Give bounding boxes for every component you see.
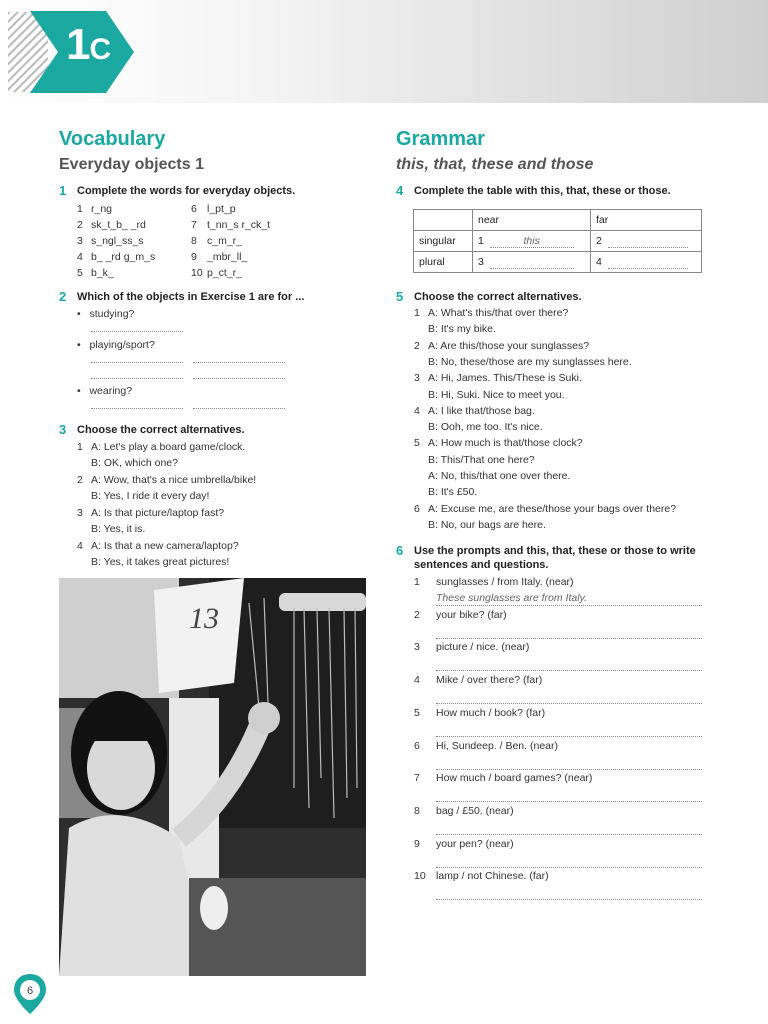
word-item: 8 c_m_r_	[191, 235, 243, 247]
table-cell-answer[interactable]: 3	[473, 252, 591, 273]
answer-line[interactable]	[436, 689, 702, 704]
page-number: 6	[26, 985, 34, 997]
prompt-item: 4 Mike / over there? (far)	[414, 674, 543, 687]
market-photo	[59, 578, 366, 976]
dialogue-line: B: It's my bike.	[428, 323, 496, 336]
answer-line[interactable]	[193, 408, 285, 409]
answer-line[interactable]	[436, 787, 702, 802]
exercise-instruction: Complete the words for everyday objects.	[77, 185, 296, 197]
exercise-instruction: Use the prompts and this, that, these or those to write	[414, 545, 696, 557]
word-item: 6 l_pt_p	[191, 203, 236, 215]
table-row	[414, 231, 702, 252]
prompt-item: 2 your bike? (far)	[414, 608, 507, 621]
dialogue-line: B: Hi, Suki. Nice to meet you.	[428, 388, 565, 401]
dialogue-line: B: No, our bags are here.	[428, 518, 546, 531]
table-row-label: plural	[414, 252, 473, 273]
dialogue-line: 2 A: Wow, that's a nice umbrella/bike!	[77, 474, 257, 486]
dialogue-line: 1 A: What's this/that over there?	[414, 307, 569, 319]
word-item: 1 r_ng	[77, 203, 113, 215]
dialogue-line: A: No, this/that one over there.	[428, 470, 571, 482]
word-item: 4 b_ _rd g_m_s	[77, 251, 156, 263]
answer-line[interactable]	[193, 378, 285, 379]
answer-line[interactable]	[91, 408, 183, 409]
table-cell-answer[interactable]: 2	[591, 231, 702, 252]
exercise-number: 2	[59, 289, 67, 304]
exercise-number: 4	[396, 183, 404, 198]
exercise-number: 3	[59, 422, 67, 437]
prompt-item: 8 bag / £50. (near)	[414, 804, 514, 817]
table-header-cell: far	[591, 210, 702, 231]
table-cell-answer[interactable]: 1 this	[473, 231, 591, 252]
dialogue-line: B: It's £50.	[428, 486, 478, 499]
answer-line[interactable]	[436, 722, 702, 737]
exercise-instruction: Choose the correct alternatives.	[77, 424, 245, 436]
dialogue-line: B: Yes, it takes great pictures!	[91, 556, 230, 568]
answer-line[interactable]	[436, 656, 702, 671]
vocabulary-subtitle: Everyday objects 1	[59, 156, 204, 173]
prompt-item: 9 your pen? (near)	[414, 837, 514, 850]
dialogue-line: 3 A: Is that picture/laptop fast?	[77, 507, 225, 519]
answer-line[interactable]	[91, 331, 183, 332]
exercise-instruction: Choose the correct alternatives.	[414, 291, 582, 303]
answer-line[interactable]	[91, 362, 183, 363]
dialogue-line: B: Yes, I ride it every day!	[91, 490, 210, 502]
table-header-cell: near	[473, 210, 591, 231]
prompt-item: 1 sunglasses / from Italy. (near)	[414, 576, 574, 588]
dialogue-line: 4 A: I like that/those bag.	[414, 404, 535, 417]
exercise-number: 1	[59, 183, 67, 198]
answer-line[interactable]	[436, 820, 702, 835]
word-item: 2 sk_t_b_ _rd	[77, 219, 146, 231]
exercise-number: 6	[396, 543, 404, 558]
word-item: 7 t_nn_s r_ck_t	[191, 219, 271, 231]
table-row	[414, 252, 702, 273]
table-row-label: singular	[414, 231, 473, 252]
bullet-item: • playing/sport?	[77, 339, 155, 351]
prompt-item: 3 picture / nice. (near)	[414, 641, 530, 654]
dialogue-line: 1 A: Let's play a board game/clock.	[77, 441, 246, 453]
answer-line[interactable]	[193, 362, 285, 363]
vocabulary-title: Vocabulary	[59, 128, 166, 150]
dialogue-line: B: No, these/those are my sunglasses here.	[428, 355, 632, 368]
dialogue-line: B: Ooh, me too. It's nice.	[428, 421, 543, 434]
dialogue-line: B: Yes, it is.	[91, 523, 146, 535]
dialogue-line: 3 A: Hi, James. This/These is Suki.	[414, 372, 582, 385]
grammar-table	[413, 209, 702, 273]
answer-line[interactable]	[436, 755, 702, 770]
table-header-cell	[414, 210, 473, 231]
word-item: 5 b_k_	[77, 267, 114, 279]
exercise-number: 5	[396, 289, 404, 304]
answer-line[interactable]	[436, 624, 702, 639]
prompt-item: 10 lamp / not Chinese. (far)	[414, 870, 549, 883]
bullet-item: • studying?	[77, 308, 135, 320]
dialogue-line: 6 A: Excuse me, are these/those your bags over there?	[414, 502, 677, 515]
page-number-pin-icon	[12, 972, 48, 1016]
exercise-instruction: sentences and questions.	[414, 559, 549, 571]
table-cell-answer[interactable]: 4	[591, 252, 702, 273]
answer-line[interactable]	[436, 885, 702, 900]
bullet-item: • wearing?	[77, 385, 133, 397]
dialogue-line: 2 A: Are this/those your sunglasses?	[414, 339, 590, 352]
word-item: 9 _mbr_ll_	[191, 251, 248, 263]
prompt-item: 5 How much / book? (far)	[414, 706, 546, 719]
answer-line[interactable]	[91, 378, 183, 379]
exercise-instruction: Which of the objects in Exercise 1 are for ...	[77, 291, 305, 303]
grammar-subtitle: this, that, these and those	[396, 156, 594, 173]
unit-label: 1C	[66, 20, 111, 69]
word-item: 10 p_ct_r_	[191, 267, 243, 279]
prompt-item: 7 How much / board games? (near)	[414, 772, 593, 785]
answer-line[interactable]: These sunglasses are from Italy.	[436, 591, 702, 606]
dialogue-line: 4 A: Is that a new camera/laptop?	[77, 540, 239, 552]
prompt-item: 6 Hi, Sundeep. / Ben. (near)	[414, 739, 558, 752]
price-tag-number: 13	[189, 602, 219, 635]
word-item: 3 s_ngl_ss_s	[77, 235, 144, 247]
dialogue-line: B: OK, which one?	[91, 457, 178, 469]
dialogue-line: 5 A: How much is that/those clock?	[414, 437, 583, 450]
dialogue-line: B: This/That one here?	[428, 453, 535, 466]
grammar-title: Grammar	[396, 128, 485, 150]
answer-line[interactable]	[436, 853, 702, 868]
exercise-instruction: Complete the table with this, that, these or those.	[414, 185, 671, 197]
